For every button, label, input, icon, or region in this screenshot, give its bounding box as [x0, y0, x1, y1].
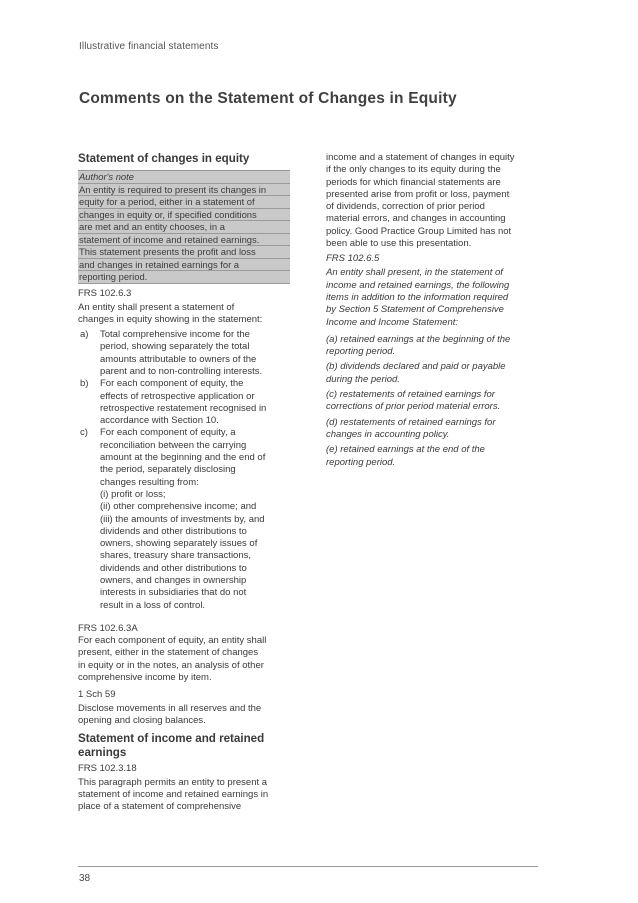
- text-line: changes resulting from:: [100, 476, 199, 488]
- paragraph-required-items: [326, 267, 542, 328]
- text-line: income and retained earnings, the following: [326, 279, 510, 291]
- reference-frs-102-3-18: FRS 102.3.18: [78, 762, 137, 774]
- authors-note-line: equity for a period, either in a statement of: [78, 196, 290, 209]
- list-item: [326, 417, 542, 442]
- text-line: during the period.: [326, 373, 400, 385]
- text-line: reporting period.: [326, 346, 396, 358]
- text-line: owners, showing separately issues of: [100, 538, 258, 550]
- text-line: Income and Income Statement:: [326, 316, 459, 328]
- authors-note-line: An entity is required to present its changes in: [78, 184, 290, 197]
- text-line: retrospective restatement recognised in: [100, 402, 267, 414]
- text-line: (c) restatements of retained earnings for: [326, 389, 495, 401]
- list-marker: b): [80, 378, 89, 390]
- text-line: the period, separately disclosing: [100, 464, 236, 476]
- reference-frs-102-6-3: FRS 102.6.3: [78, 287, 132, 299]
- text-line: For each component of equity, an entity shall: [78, 634, 267, 646]
- text-line: of dividends, correction of prior period: [326, 201, 485, 213]
- text-line: (iii) the amounts of investments by, and: [100, 513, 265, 525]
- authors-note-line: reporting period.: [78, 271, 290, 284]
- section-heading-income-retained-earnings: [78, 732, 290, 760]
- authors-note-line: This statement presents the profit and loss: [78, 246, 290, 259]
- authors-note-box: [78, 170, 290, 284]
- text-line: Disclose movements in all reserves and the: [78, 703, 262, 715]
- text-line: by Section 5 Statement of Comprehensive: [326, 304, 504, 316]
- reference-1-sch-59: 1 Sch 59: [78, 689, 116, 701]
- text-line: This paragraph permits an entity to present a: [78, 776, 268, 788]
- left-column: [78, 152, 290, 814]
- text-line: (ii) other comprehensive income; and: [100, 501, 257, 513]
- reference-frs-102-6-3a: FRS 102.6.3A: [78, 622, 138, 634]
- text-line: changes in equity showing in the statement:: [78, 313, 263, 325]
- list-item: [78, 427, 290, 611]
- footer-divider: [78, 866, 538, 867]
- heading-line: earnings: [78, 745, 127, 759]
- text-line: An entity shall present, in the statement of: [326, 267, 503, 279]
- page-number: 38: [79, 873, 91, 884]
- text-line: items in addition to the information required: [326, 291, 509, 303]
- paragraph-component-analysis: [78, 635, 290, 684]
- text-line: reporting period.: [326, 456, 396, 468]
- text-line: statement of income and retained earnings in: [78, 789, 269, 800]
- text-line: period, showing separately the total: [100, 341, 250, 353]
- authors-note-line: are met and an entity chooses, in a: [78, 221, 290, 234]
- text-line: presented arise from profit or loss, payment: [326, 188, 510, 200]
- text-line: reconciliation between the carrying: [100, 439, 247, 451]
- authors-note-line: changes in equity or, if specified conditions: [78, 209, 290, 222]
- text-line: Total comprehensive income for the: [100, 329, 250, 341]
- text-line: amounts attributable to owners of the: [100, 353, 257, 365]
- text-line: been able to use this presentation.: [326, 238, 472, 250]
- list-item: [326, 444, 542, 469]
- authors-note-line: statement of income and retained earnings.: [78, 234, 290, 247]
- text-line: owners, and changes in ownership: [100, 575, 247, 587]
- text-line: if the only changes to its equity during the: [326, 164, 501, 176]
- paragraph-reserve-movements: [78, 703, 290, 728]
- text-line: dividends and other distributions to: [100, 562, 247, 574]
- list-item: [326, 389, 542, 414]
- text-line: in equity or in the notes, an analysis of other: [78, 659, 264, 671]
- text-line: present, either in the statement of changes: [78, 647, 259, 659]
- text-line: (d) restatements of retained earnings for: [326, 416, 496, 428]
- list-item: [326, 334, 542, 359]
- list-marker: c): [80, 427, 88, 439]
- text-line: result in a loss of control.: [100, 599, 206, 611]
- authors-note-line: and changes in retained earnings for a: [78, 259, 290, 272]
- text-line: income and a statement of changes in equity: [326, 152, 515, 163]
- list-item: [78, 378, 290, 427]
- reference-frs-102-6-5: FRS 102.6.5: [326, 253, 380, 265]
- page-title: Comments on the Statement of Changes in Equity: [79, 90, 457, 107]
- section-heading-statement-of-changes: Statement of changes in equity: [78, 152, 250, 165]
- right-column: [326, 152, 542, 469]
- text-line: For each component of equity, the: [100, 378, 244, 390]
- heading-line: Statement of income and retained: [78, 731, 265, 745]
- text-line: place of a statement of comprehensive: [78, 801, 242, 813]
- text-line: policy. Good Practice Group Limited has not: [326, 225, 512, 237]
- text-line: (e) retained earnings at the end of the: [326, 444, 485, 456]
- running-header: Illustrative financial statements: [79, 41, 219, 52]
- text-line: (i) profit or loss;: [100, 488, 166, 500]
- list-item: [326, 361, 542, 386]
- text-line: (a) retained earnings at the beginning of the: [326, 333, 511, 345]
- text-line: changes in accounting policy.: [326, 428, 450, 440]
- text-line: periods for which financial statements are: [326, 176, 501, 188]
- requirements-list: [78, 329, 290, 612]
- list-marker: a): [80, 329, 89, 341]
- text-line: An entity shall present a statement of: [78, 301, 235, 313]
- text-line: corrections of prior period material errors.: [326, 401, 501, 413]
- authors-note-title: Author's note: [78, 171, 290, 184]
- paragraph-continuation: [326, 152, 542, 250]
- paragraph-permits-presentation: [78, 777, 290, 814]
- text-line: interests in subsidiaries that do not: [100, 587, 247, 599]
- text-line: effects of retrospective application or: [100, 390, 255, 402]
- text-line: shares, treasury share transactions,: [100, 550, 252, 562]
- list-item: [78, 329, 290, 378]
- text-line: parent and to non-controlling interests.: [100, 365, 263, 377]
- text-line: (b) dividends declared and paid or payable: [326, 361, 506, 373]
- paragraph-statement-requirement: [78, 302, 290, 327]
- text-line: accordance with Section 10.: [100, 415, 219, 427]
- text-line: opening and closing balances.: [78, 715, 206, 727]
- text-line: comprehensive income by item.: [78, 671, 212, 683]
- text-line: material errors, and changes in accounting: [326, 213, 506, 225]
- text-line: amount at the beginning and the end of: [100, 452, 266, 464]
- text-line: For each component of equity, a: [100, 427, 236, 439]
- text-line: dividends and other distributions to: [100, 525, 247, 537]
